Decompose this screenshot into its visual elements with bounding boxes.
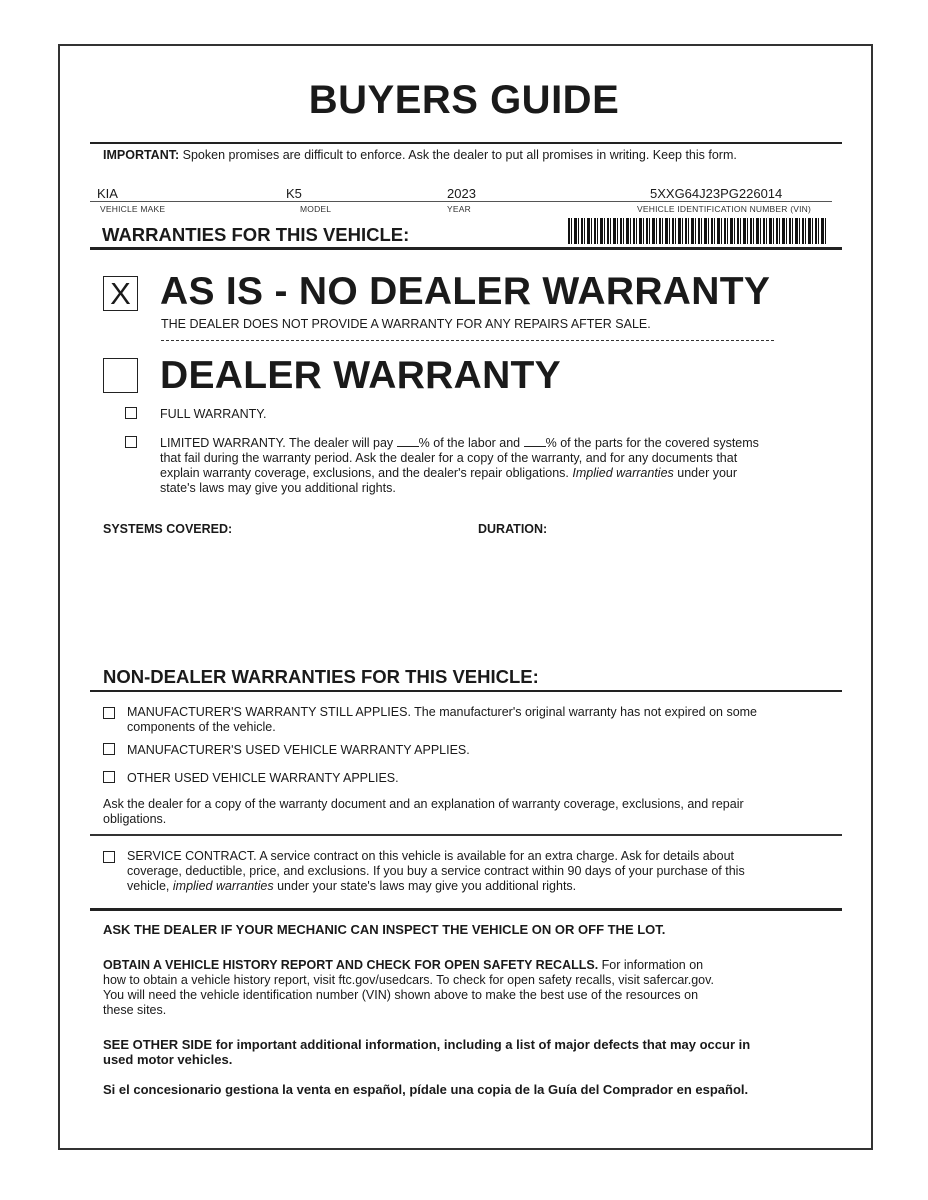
- vin-caption: VEHICLE IDENTIFICATION NUMBER (VIN): [637, 204, 812, 214]
- vin-barcode: [568, 218, 826, 244]
- vehicle-model: K5: [286, 186, 302, 201]
- warranties-heading: WARRANTIES FOR THIS VEHICLE:: [102, 224, 410, 245]
- service-contract-text: SERVICE CONTRACT. A service contract on this vehicle is available for an extra charge. Ask for details about coverage, deductible, price, and exclusions. If you buy a service contract within 90 days of your purchase of this vehicle, implied warranties under your state's laws may give you additional rights.: [127, 849, 745, 893]
- spanish-notice: Si el concesionario gestiona la venta en español, pídale una copia de la Guía del Comprador en español.: [103, 1082, 749, 1097]
- non-dealer-heading: NON-DEALER WARRANTIES FOR THIS VEHICLE:: [103, 666, 539, 687]
- important-notice: [103, 148, 737, 162]
- dashed-divider: [161, 340, 774, 341]
- see-other-side: SEE OTHER SIDE for important additional information, including a list of major defects that may occur in used motor vehicles.: [103, 1037, 751, 1067]
- dealer-warranty-heading: DEALER WARRANTY: [160, 354, 561, 397]
- divider: [90, 690, 842, 692]
- manufacturer-warranty-checkbox[interactable]: [103, 707, 115, 719]
- divider: [90, 834, 842, 836]
- divider: [90, 142, 842, 144]
- full-warranty-checkbox[interactable]: [125, 407, 137, 419]
- parts-percent-blank[interactable]: [524, 436, 546, 447]
- service-contract-checkbox[interactable]: [103, 851, 115, 863]
- full-warranty-label: FULL WARRANTY.: [160, 407, 267, 421]
- divider-thick: [90, 247, 842, 250]
- divider: [90, 201, 832, 202]
- vehicle-year: 2023: [447, 186, 476, 201]
- as-is-subtext: THE DEALER DOES NOT PROVIDE A WARRANTY FOR ANY REPAIRS AFTER SALE.: [161, 317, 651, 331]
- year-caption: YEAR: [447, 204, 471, 214]
- systems-covered-label: SYSTEMS COVERED:: [103, 522, 233, 536]
- divider-thick: [90, 908, 842, 911]
- other-used-checkbox[interactable]: [103, 771, 115, 783]
- important-text: Spoken promises are difficult to enforce. Ask the dealer to put all promises in writing. Keep this form.: [182, 148, 737, 162]
- as-is-mark: X: [110, 276, 131, 311]
- manufacturer-used-label: MANUFACTURER'S USED VEHICLE WARRANTY APPLIES.: [127, 743, 470, 757]
- dealer-warranty-checkbox[interactable]: [103, 358, 138, 393]
- page-title: BUYERS GUIDE: [308, 78, 620, 122]
- as-is-heading: AS IS - NO DEALER WARRANTY: [160, 270, 771, 313]
- non-dealer-note: Ask the dealer for a copy of the warranty document and an explanation of warranty coverage, exclusions, and repair obligations.: [103, 797, 744, 826]
- model-caption: MODEL: [300, 204, 332, 214]
- vehicle-vin: 5XXG64J23PG226014: [650, 186, 783, 201]
- history-paragraph: OBTAIN A VEHICLE HISTORY REPORT AND CHECK FOR OPEN SAFETY RECALLS. For information on how to obtain a vehicle history report, visit ftc.gov/usedcars. To check for open safety recalls, visit safercar.gov. You will need the vehicle identification number (VIN) shown above to make the best use of the resources on these sites.: [103, 958, 714, 1017]
- limited-warranty-text: LIMITED WARRANTY. The dealer will pay % of the labor and % of the parts for the covered systems that fail during the warranty period. Ask the dealer for a copy of the warranty, and for any documents that explain warranty coverage, exclusions, and the dealer's repair obligations. Implied warranties under your state's laws may give you additional rights.: [160, 436, 759, 495]
- vehicle-make: KIA: [97, 186, 118, 201]
- other-used-label: OTHER USED VEHICLE WARRANTY APPLIES.: [127, 771, 399, 785]
- manufacturer-warranty-text: MANUFACTURER'S WARRANTY STILL APPLIES. The manufacturer's original warranty has not expired on some components of the vehicle.: [127, 705, 758, 734]
- limited-warranty-checkbox[interactable]: [125, 436, 137, 448]
- duration-label: DURATION:: [478, 522, 548, 536]
- inspect-notice: ASK THE DEALER IF YOUR MECHANIC CAN INSPECT THE VEHICLE ON OR OFF THE LOT.: [103, 922, 666, 937]
- important-label: IMPORTANT:: [103, 148, 180, 162]
- make-caption: VEHICLE MAKE: [100, 204, 166, 214]
- labor-percent-blank[interactable]: [397, 436, 419, 447]
- as-is-checkbox[interactable]: [103, 276, 138, 311]
- manufacturer-used-checkbox[interactable]: [103, 743, 115, 755]
